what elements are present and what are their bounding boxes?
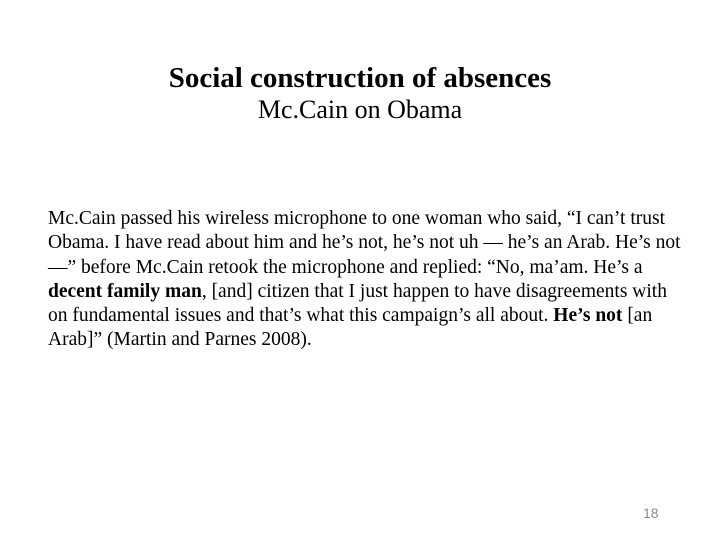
quote-emphasis-hes-not: He’s not	[553, 305, 623, 327]
quote-text-2: , [and] citizen that I just happen to have disagreements with on fundamental issues and that’s what this campaign’s all about.	[48, 280, 667, 327]
quote-text-3: [an Arab]” (Martin and Parnes 2008).	[48, 305, 653, 351]
slide-subtitle: Mc.Cain on Obama	[257, 95, 463, 124]
page-number: 18	[643, 505, 659, 521]
slide-title: Social construction of absences	[168, 62, 552, 94]
quote-paragraph	[48, 207, 688, 353]
quote-emphasis-decent-family-man: decent family man	[48, 280, 202, 302]
quote-text-1: Mc.Cain passed his wireless microphone to one woman who said, “I can’t trust Obama. I have read about him and he’s not, he’s not uh — he’s an Arab. He’s not —” before Mc.Cain retook the microphone and replied: “No, ma’am. He’s a	[48, 208, 681, 278]
